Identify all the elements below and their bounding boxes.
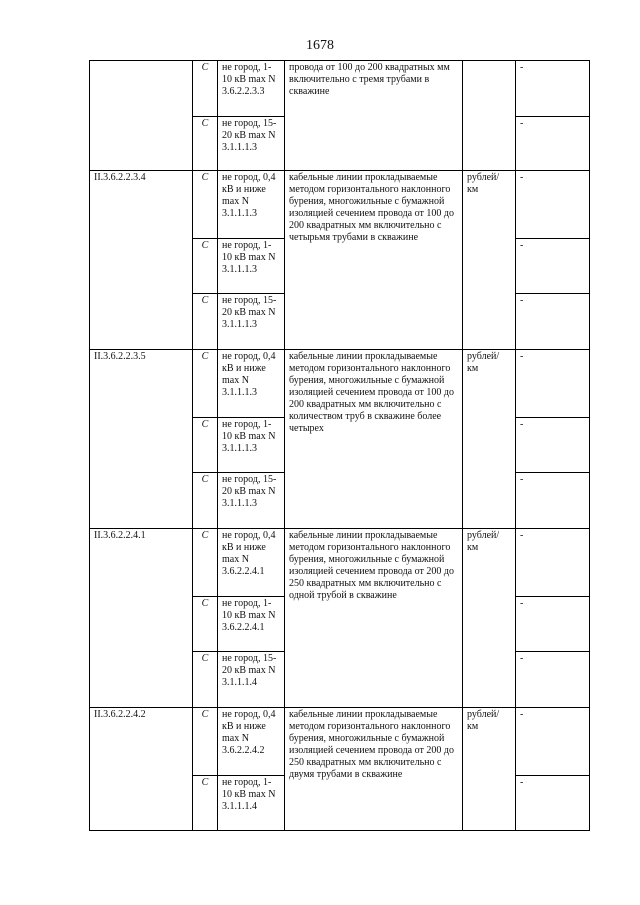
category-cell: C — [193, 597, 218, 652]
category-cell: C — [193, 350, 218, 418]
row-code: II.3.6.2.2.3.5 — [90, 350, 193, 529]
unit-cell: рублей/ км — [463, 350, 516, 529]
condition-cell: не город, 1-10 кВ max N 3.6.2.2.4.1 — [218, 597, 285, 652]
table-row — [90, 708, 590, 776]
table-row — [90, 529, 590, 597]
condition-cell: не город, 0,4 кВ и ниже max N 3.1.1.1.3 — [218, 171, 285, 239]
unit-cell — [463, 61, 516, 171]
category-cell: C — [193, 708, 218, 776]
condition-cell: не город, 15-20 кВ max N 3.1.1.1.3 — [218, 473, 285, 529]
value-cell: - — [516, 350, 590, 418]
value-cell: - — [516, 171, 590, 239]
table-row — [90, 61, 590, 117]
table-row — [90, 350, 590, 418]
unit-cell: рублей/ км — [463, 529, 516, 708]
value-cell: - — [516, 239, 590, 294]
row-code — [90, 61, 193, 171]
unit-cell: рублей/ км — [463, 708, 516, 831]
row-code: II.3.6.2.2.4.1 — [90, 529, 193, 708]
condition-cell: не город, 0,4 кВ и ниже max N 3.6.2.2.4.1 — [218, 529, 285, 597]
unit-cell: рублей/ км — [463, 171, 516, 350]
description-cell: кабельные линии прокладываемые методом горизонтального наклонного бурения, многожильные с бумажной изоляцией сечением провода от 200 до 250 квадратных мм включительно с двумя трубами в скважине — [285, 708, 463, 831]
category-cell: C — [193, 294, 218, 350]
category-cell: C — [193, 652, 218, 708]
condition-cell: не город, 1-10 кВ max N 3.1.1.1.3 — [218, 239, 285, 294]
description-cell: кабельные линии прокладываемые методом горизонтального наклонного бурения, многожильные с бумажной изоляцией сечением провода от 100 до 200 квадратных мм включительно с четырьмя трубами в скважине — [285, 171, 463, 350]
value-cell: - — [516, 418, 590, 473]
value-cell: - — [516, 652, 590, 708]
value-cell: - — [516, 61, 590, 117]
value-cell: - — [516, 473, 590, 529]
row-code: II.3.6.2.2.4.2 — [90, 708, 193, 831]
condition-cell: не город, 1-10 кВ max N 3.1.1.1.3 — [218, 418, 285, 473]
category-cell: C — [193, 418, 218, 473]
category-cell: C — [193, 239, 218, 294]
page-number: 1678 — [306, 38, 334, 53]
condition-cell: не город, 1-10 кВ max N 3.1.1.1.4 — [218, 776, 285, 831]
value-cell: - — [516, 597, 590, 652]
condition-cell: не город, 1-10 кВ max N 3.6.2.2.3.3 — [218, 61, 285, 117]
category-cell: C — [193, 171, 218, 239]
description-cell: провода от 100 до 200 квадратных мм включительно с тремя трубами в скважине — [285, 61, 463, 171]
condition-cell: не город, 15-20 кВ max N 3.1.1.1.4 — [218, 652, 285, 708]
condition-cell: не город, 0,4 кВ и ниже max N 3.6.2.2.4.2 — [218, 708, 285, 776]
category-cell: C — [193, 529, 218, 597]
description-cell: кабельные линии прокладываемые методом горизонтального наклонного бурения, многожильные с бумажной изоляцией сечением провода от 200 до 250 квадратных мм включительно с одной трубой в скважине — [285, 529, 463, 708]
value-cell: - — [516, 294, 590, 350]
value-cell: - — [516, 117, 590, 171]
condition-cell: не город, 15-20 кВ max N 3.1.1.1.3 — [218, 294, 285, 350]
row-code: II.3.6.2.2.3.4 — [90, 171, 193, 350]
category-cell: C — [193, 117, 218, 171]
category-cell: C — [193, 776, 218, 831]
condition-cell: не город, 15-20 кВ max N 3.1.1.1.3 — [218, 117, 285, 171]
table-row — [90, 171, 590, 239]
value-cell: - — [516, 776, 590, 831]
category-cell: C — [193, 61, 218, 117]
description-cell: кабельные линии прокладываемые методом горизонтального наклонного бурения, многожильные с бумажной изоляцией сечением провода от 100 до 200 квадратных мм включительно с количеством труб в скважине более четырех — [285, 350, 463, 529]
tariff-table — [89, 60, 590, 831]
condition-cell: не город, 0,4 кВ и ниже max N 3.1.1.1.3 — [218, 350, 285, 418]
category-cell: C — [193, 473, 218, 529]
value-cell: - — [516, 529, 590, 597]
value-cell: - — [516, 708, 590, 776]
